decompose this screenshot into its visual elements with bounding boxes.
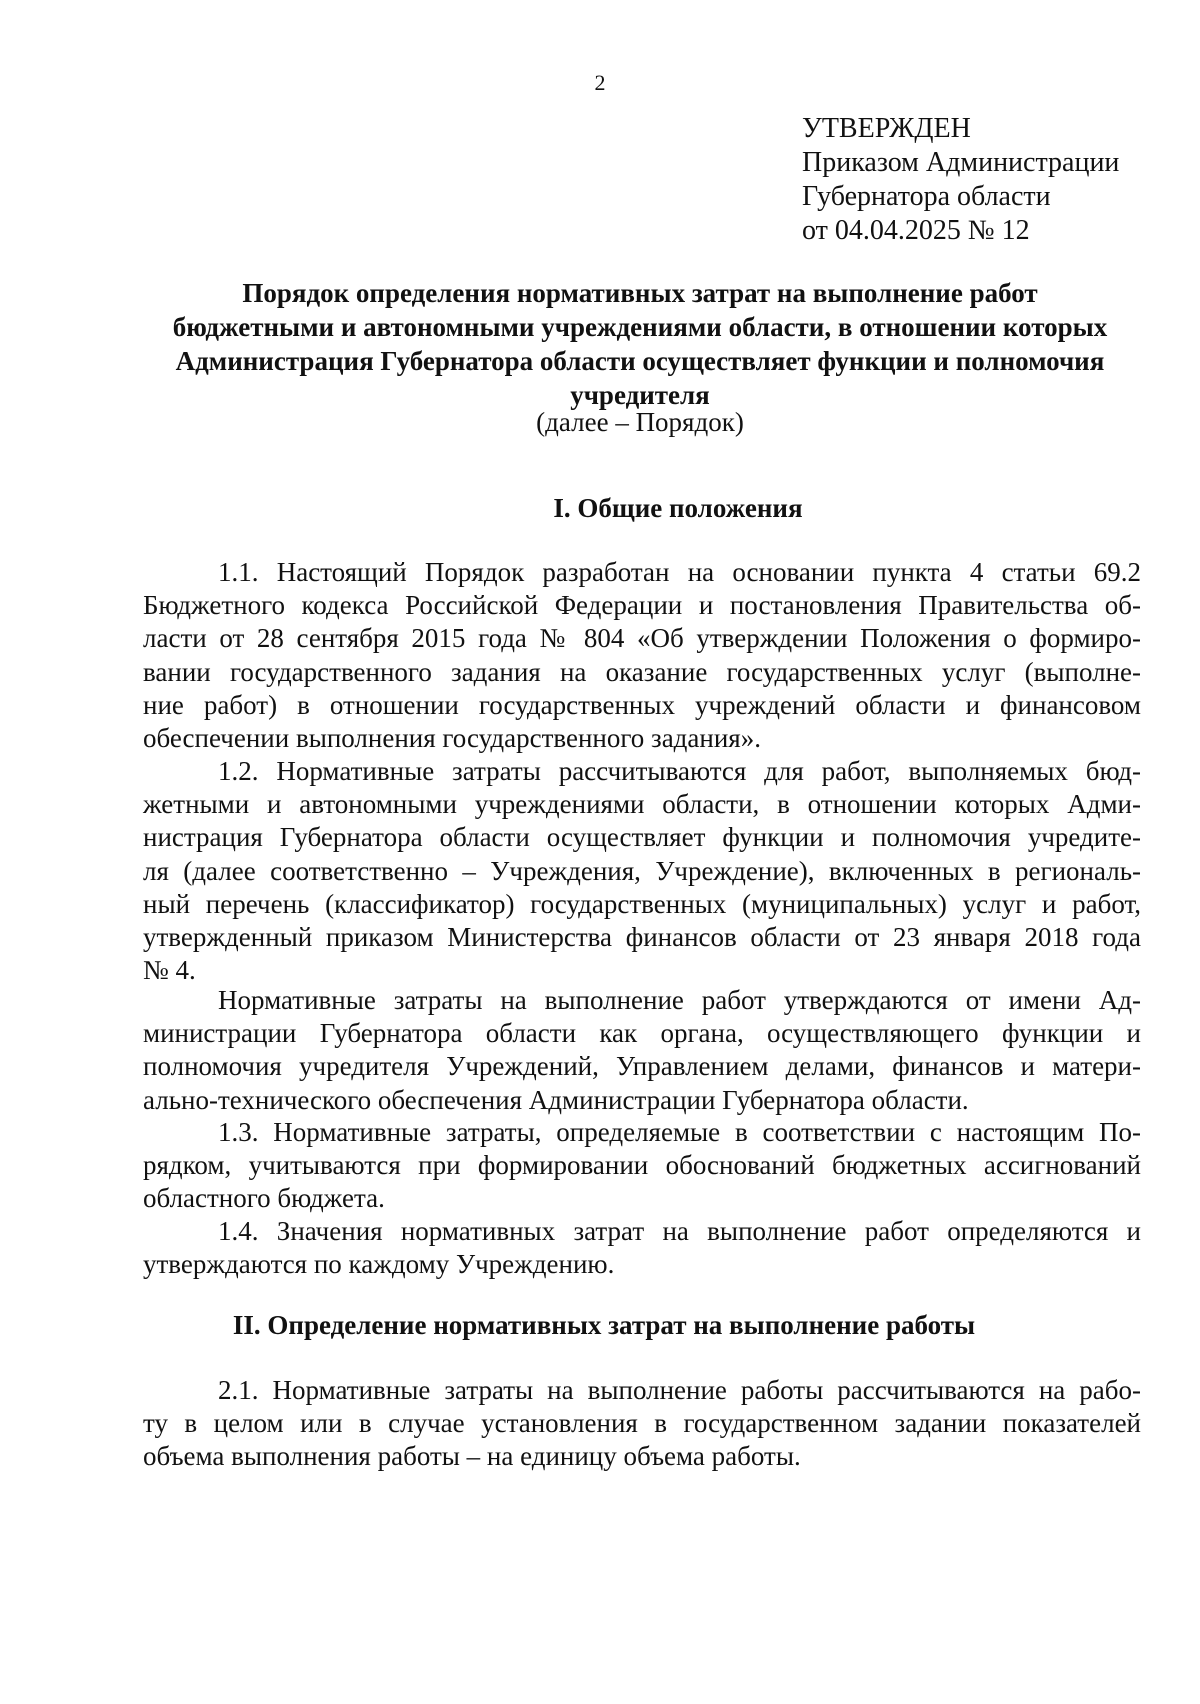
paragraph-line: нистрация Губернатора области осуществляет функции и полномочия учредите- [143,822,1141,853]
paragraph-2-1 [143,1374,1141,1474]
paragraph-line: утвержденный приказом Министерства финансов области от 23 января 2018 года [143,922,1141,953]
paragraph-line: 1.3. Нормативные затраты, определяемые в соответствии с настоящим По- [218,1117,1141,1147]
paragraph-line: объема выполнения работы – на единицу объема работы. [143,1441,801,1472]
approval-line: Губернатора области [802,181,1051,212]
paragraph-1-2 [143,755,1141,987]
document-subtitle: (далее – Порядок) [536,407,744,437]
paragraph-line: 2.1. Нормативные затраты на выполнение работы рассчитываются на рабо- [218,1375,1141,1405]
title-line: бюджетными и автономными учреждениями области, в отношении которых [172,312,1108,342]
paragraph-line: утверждаются по каждому Учреждению. [143,1249,615,1280]
paragraph-line: 1.1. Настоящий Порядок разработан на основании пункта 4 статьи 69.2 [218,557,1141,587]
title-line: учредителя [570,380,710,410]
paragraph-line: ту в целом или в случае установления в государственном задании показателей [143,1408,1141,1439]
paragraph-line: 1.2. Нормативные затраты рассчитываются для работ, выполняемых бюд- [218,756,1141,786]
paragraph-line: ально-технического обеспечения Администрации Губернатора области. [143,1084,969,1115]
section-heading: II. Определение нормативных затрат на выполнение работы [232,1310,976,1340]
paragraph-line: ный перечень (классификатор) государственных (муниципальных) услуг и работ, [143,888,1141,919]
paragraph-1-4 [143,1215,1141,1281]
paragraph-line: областного бюджета. [143,1183,385,1214]
paragraph-line: полномочия учредителя Учреждений, Управлением делами, финансов и матери- [143,1051,1141,1082]
paragraph-line: ние работ) в отношении государственных учреждений области и финансовом [143,689,1141,720]
paragraph-line: ля (далее соответственно – Учреждения, Учреждение), включенных в региональ- [143,855,1141,886]
approval-date-number: от 04.04.2025 № 12 [802,215,1030,246]
approval-block [802,112,1119,248]
paragraph-1-2-continued [143,984,1141,1117]
title-line: Порядок определения нормативных затрат на выполнение работ [242,278,1038,308]
paragraph-line: вании государственного задания на оказание государственных услуг (выполне- [143,656,1141,687]
paragraph-line: жетными и автономными учреждениями области, в отношении которых Адми- [143,789,1141,820]
page-number: 2 [594,70,606,95]
paragraph-1-3 [143,1116,1141,1216]
document-title [140,276,1140,412]
section-heading: I. Общие положения [553,493,803,523]
paragraph-line: ласти от 28 сентября 2015 года № 804 «Об утверждении Положения о формиро- [143,623,1141,654]
approval-line: УТВЕРЖДЕН [802,113,971,144]
paragraph-line: Бюджетного кодекса Российской Федерации и постановления Правительства об- [143,590,1141,621]
title-line: Администрация Губернатора области осуществляет функции и полномочия [175,346,1105,376]
paragraph-line: рядком, учитываются при формировании обоснований бюджетных ассигнований [143,1150,1141,1181]
paragraph-line: министрации Губернатора области как органа, осуществляющего функции и [143,1018,1141,1049]
paragraph-line: № 4. [143,955,196,986]
approval-line: Приказом Администрации [802,147,1120,178]
paragraph-line: Нормативные затраты на выполнение работ утверждаются от имени Ад- [218,985,1141,1015]
paragraph-line: 1.4. Значения нормативных затрат на выполнение работ определяются и [218,1216,1141,1246]
paragraph-line: обеспечении выполнения государственного задания». [143,723,761,754]
paragraph-1-1 [143,556,1141,755]
